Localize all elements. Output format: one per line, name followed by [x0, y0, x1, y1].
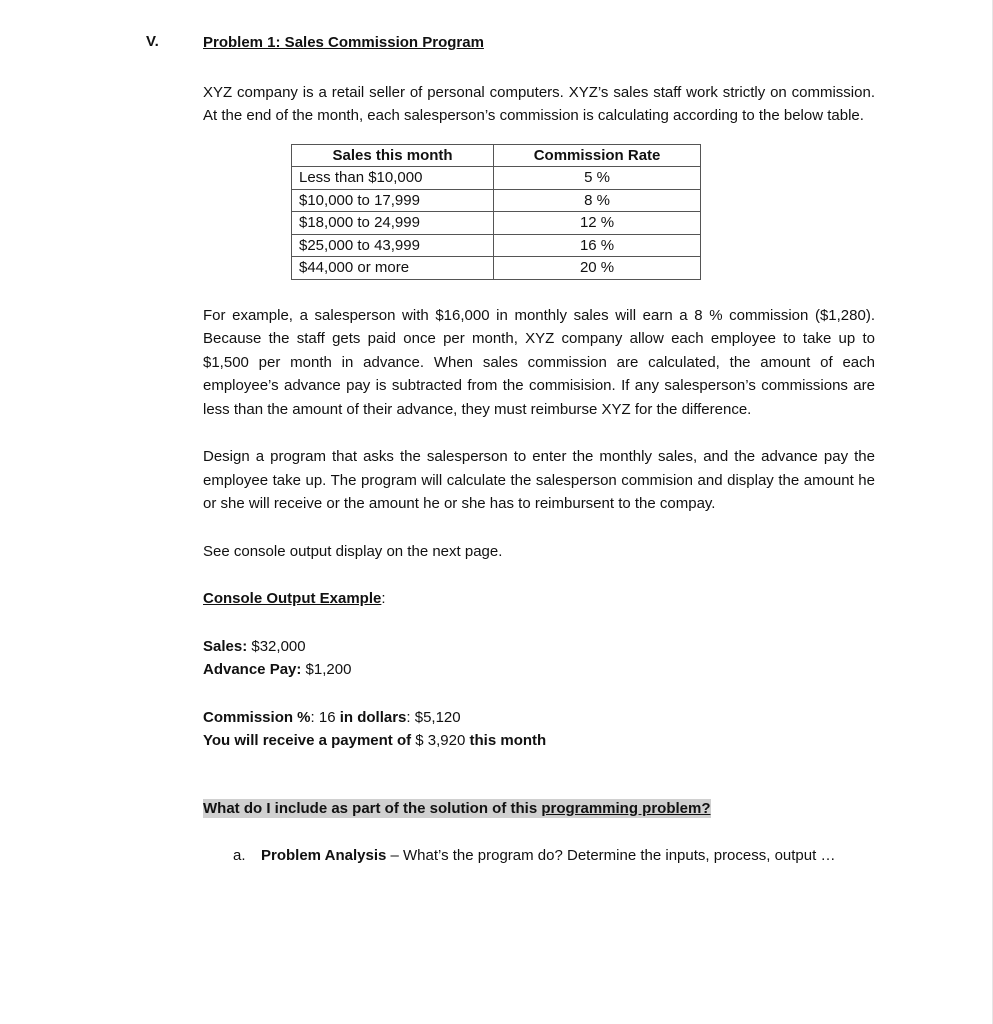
advance-value: $1,200	[301, 661, 352, 678]
sales-cell: $18,000 to 24,999	[292, 212, 494, 235]
commission-table	[291, 144, 701, 280]
table-header-row	[292, 144, 701, 167]
question-underlined: programming problem?	[541, 799, 711, 817]
console-input-block	[203, 635, 875, 682]
receive-label: You will receive a payment of	[203, 732, 412, 749]
console-advance-line	[203, 658, 875, 682]
question-prefix: What do I include as part of the solution of this	[203, 799, 542, 817]
problem-analysis-label: Problem Analysis	[261, 847, 387, 864]
sales-cell: $44,000 or more	[292, 257, 494, 280]
list-item-body	[261, 844, 835, 868]
console-heading	[203, 587, 875, 611]
dollars-value: : $5,120	[406, 708, 461, 726]
console-heading-text: Console Output Example	[203, 590, 382, 607]
table-row	[292, 257, 701, 280]
question-highlight	[203, 799, 711, 818]
list-item	[233, 844, 875, 868]
column-header-sales: Sales this month	[292, 144, 494, 167]
sales-label: Sales:	[203, 637, 248, 655]
table-row	[292, 234, 701, 257]
rate-cell: 8 %	[494, 189, 701, 212]
table-row	[292, 212, 701, 235]
column-header-rate: Commission Rate	[494, 144, 701, 167]
commission-label: Commission %	[203, 708, 311, 726]
console-output-block	[203, 706, 875, 753]
receive-value: $ 3,920	[411, 732, 470, 749]
section-marker: V.	[146, 33, 159, 50]
see-console-note: See console output display on the next page.	[203, 542, 503, 560]
receive-suffix: this month	[469, 732, 547, 749]
rate-cell: 16 %	[494, 234, 701, 257]
sales-cell: $25,000 to 43,999	[292, 234, 494, 257]
document-body	[203, 31, 875, 868]
sales-cell: $10,000 to 17,999	[292, 189, 494, 212]
problem-title: Problem 1: Sales Commission Program	[203, 34, 484, 51]
problem-analysis-text: – What’s the program do? Determine the inputs, process, output …	[386, 847, 836, 864]
advance-label: Advance Pay:	[203, 661, 302, 678]
console-commission-line	[203, 706, 875, 730]
sales-value: $32,000	[247, 637, 306, 655]
list-marker: a.	[233, 847, 246, 864]
dollars-label: in dollars	[339, 708, 407, 726]
example-paragraph: For example, a salesperson with $16,000 in monthly sales will earn a 8 % commission ($1,280). Because the staff gets paid once per month, XYZ company allow each employee to take up to $1,500 per month in advance. When sales commission are calculated, the amount of each employee’s advance pay is subtracted from the commisision. If any salesperson’s commissions are less than the amount of their advance, they must reimburse XYZ for the difference.	[203, 306, 875, 418]
sales-cell: Less than $10,000	[292, 167, 494, 190]
table-row	[292, 167, 701, 190]
design-paragraph: Design a program that asks the salesperson to enter the monthly sales, and the advance pay the employee take up. The program will calculate the salesperson commision and display the amount he or she will receive or the amount he or she has to reimbursent to the compay.	[203, 448, 875, 512]
table-row	[292, 189, 701, 212]
console-receive-line	[203, 729, 875, 753]
console-heading-colon: :	[381, 590, 386, 607]
rate-cell: 12 %	[494, 212, 701, 235]
rate-cell: 20 %	[494, 257, 701, 280]
commission-value: : 16	[310, 708, 340, 726]
solution-question	[203, 797, 875, 821]
console-sales-line	[203, 635, 875, 659]
rate-cell: 5 %	[494, 167, 701, 190]
intro-paragraph: XYZ company is a retail seller of personal computers. XYZ’s sales staff work strictly on commission. At the end of the month, each salesperson’s commission is calculating according to the below table.	[203, 83, 875, 124]
